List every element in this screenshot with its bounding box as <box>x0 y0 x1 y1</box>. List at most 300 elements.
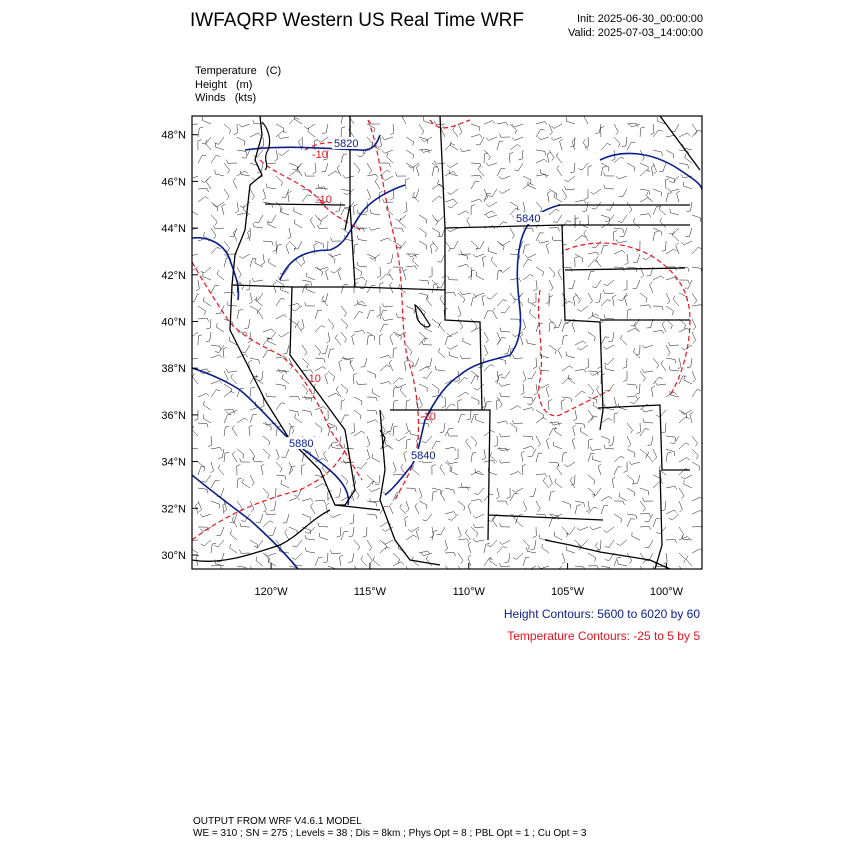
wind-barb <box>588 410 593 421</box>
wind-barb <box>458 211 469 215</box>
wind-barb <box>679 133 690 137</box>
wind-barb <box>579 163 589 170</box>
wind-barb <box>250 358 259 364</box>
wind-barb <box>217 527 224 535</box>
wind-barb <box>276 315 287 319</box>
wind-barb <box>538 137 549 140</box>
lat-tick-label: 32°N <box>161 503 186 516</box>
wind-barb <box>254 150 263 157</box>
wind-barb <box>445 428 453 436</box>
wind-barb <box>636 345 640 355</box>
wind-barb <box>453 126 458 137</box>
wind-barb <box>484 332 488 343</box>
wind-barb <box>529 488 536 497</box>
wind-barb <box>678 358 681 369</box>
wind-barb <box>367 285 376 293</box>
wind-barb <box>307 273 315 281</box>
wind-barb <box>666 293 670 304</box>
wind-barb <box>402 113 406 124</box>
wind-barb <box>232 425 237 436</box>
wind-barb <box>482 449 486 460</box>
wind-barb <box>679 553 685 563</box>
wind-barb <box>196 280 200 291</box>
wind-barb <box>588 293 593 304</box>
wind-barb <box>419 241 427 249</box>
wind-barb <box>467 410 472 420</box>
wind-barb <box>223 347 227 358</box>
wind-barb <box>263 241 273 246</box>
wind-barb <box>354 277 365 280</box>
wind-barb <box>397 241 406 248</box>
wind-barb <box>422 341 432 345</box>
wind-barb <box>512 137 523 140</box>
wind-barb <box>538 240 549 243</box>
wind-barb <box>315 241 324 248</box>
wind-barb <box>276 245 282 255</box>
wind-barb <box>575 540 581 550</box>
wind-barb <box>361 358 367 367</box>
wind-barb <box>671 124 679 132</box>
wind-barb <box>422 436 432 443</box>
wind-barb <box>226 369 237 373</box>
wind-barb <box>276 475 286 480</box>
wind-barb <box>536 129 545 137</box>
wind-barb <box>669 176 679 183</box>
wind-barb <box>419 501 427 509</box>
wind-barb <box>486 202 497 207</box>
temperature-contour <box>368 120 418 500</box>
lon-tick-label: 120°W <box>254 586 288 598</box>
wind-barb <box>618 560 627 566</box>
wind-barb <box>557 464 562 475</box>
wind-barb <box>252 278 263 282</box>
wind-barb <box>580 427 588 436</box>
wind-barb <box>625 295 628 306</box>
wind-barb <box>237 418 248 423</box>
wind-barb <box>487 540 497 547</box>
wind-barb <box>673 296 679 306</box>
wind-barb <box>488 189 497 197</box>
wind-barb <box>471 371 478 380</box>
wind-barb <box>669 366 679 371</box>
wind-barb <box>692 124 697 135</box>
wind-barb <box>217 270 224 280</box>
wind-barb <box>612 477 615 488</box>
lat-tick-label: 34°N <box>161 456 186 469</box>
wind-barb <box>279 150 290 156</box>
wind-barb <box>393 378 403 384</box>
wind-barb <box>650 282 654 293</box>
lon-tick-label: 100°W <box>649 586 683 598</box>
wind-barb <box>686 556 692 566</box>
wind-barb <box>484 189 488 200</box>
wind-barb <box>546 386 549 397</box>
wind-barb <box>202 137 211 144</box>
wind-barb <box>572 438 575 449</box>
wind-barb <box>666 249 677 254</box>
wind-barb <box>551 137 562 140</box>
wind-barb <box>419 332 426 342</box>
wind-barb <box>321 345 328 354</box>
wind-barb <box>601 223 612 228</box>
wind-barb <box>614 514 622 523</box>
wind-barb <box>471 199 482 202</box>
wind-barb <box>432 465 436 476</box>
wind-barb <box>619 493 627 501</box>
lat-tick-label: 44°N <box>161 223 186 236</box>
wind-barb <box>416 529 419 540</box>
wind-barb <box>426 296 432 306</box>
wind-barb <box>419 280 429 285</box>
wind-barb <box>237 310 243 319</box>
wind-barb <box>471 415 478 423</box>
wind-barb <box>282 375 289 385</box>
wind-barb <box>289 498 300 502</box>
wind-barb <box>315 326 325 332</box>
wind-barb <box>215 170 224 176</box>
wind-barb <box>188 444 198 449</box>
wind-barb <box>315 267 323 276</box>
wind-barb <box>341 285 348 293</box>
wind-barb <box>198 155 206 163</box>
wind-barb <box>275 150 278 161</box>
wind-barb <box>566 546 575 553</box>
wind-barb <box>536 418 547 424</box>
wind-barb <box>525 566 536 570</box>
wind-barb <box>633 348 640 358</box>
wind-barb <box>640 501 645 512</box>
wind-barb <box>211 345 221 350</box>
wind-barb <box>653 130 663 137</box>
wind-barb <box>301 319 304 330</box>
wind-barb <box>460 148 471 151</box>
map-frame <box>192 116 702 569</box>
wind-barb <box>226 160 237 164</box>
wind-barb <box>588 553 596 562</box>
wind-barb <box>640 305 651 309</box>
wind-barb <box>341 319 348 329</box>
wind-barb <box>276 384 286 390</box>
wind-barb <box>601 245 608 254</box>
wind-barb <box>357 236 367 242</box>
wind-barb <box>432 228 440 237</box>
wind-barb <box>532 293 536 303</box>
wind-barb <box>380 365 390 371</box>
wind-barb <box>588 271 595 280</box>
wind-barb <box>380 238 391 241</box>
wind-barb <box>549 492 555 502</box>
wind-barb <box>315 345 321 355</box>
wind-barb <box>297 321 302 332</box>
wind-barb <box>211 480 219 488</box>
wind-barb <box>458 566 464 576</box>
wind-barb <box>421 553 432 556</box>
wind-barb <box>390 503 394 514</box>
wind-barb <box>211 381 222 384</box>
wind-barb <box>679 443 689 449</box>
wind-barb <box>570 137 575 147</box>
wind-barb <box>588 371 598 375</box>
wind-barb <box>354 204 358 215</box>
wind-barb <box>341 384 348 394</box>
wind-barb <box>354 331 365 334</box>
wind-barb <box>206 332 211 342</box>
wind-barb <box>679 328 690 332</box>
wind-barb <box>556 153 562 163</box>
wind-barb <box>604 358 614 365</box>
wind-barb <box>278 135 289 138</box>
wind-barb <box>311 503 315 514</box>
wind-barb <box>432 441 440 449</box>
wind-barb <box>230 228 237 236</box>
wind-barb <box>471 499 482 502</box>
wind-barb <box>350 514 355 524</box>
wind-barb <box>198 335 202 345</box>
wind-barb <box>484 150 490 160</box>
wind-barb <box>661 423 666 433</box>
wind-barb <box>250 306 258 314</box>
wind-barb <box>592 241 601 248</box>
wind-barb <box>286 243 289 254</box>
wind-barb <box>240 550 251 554</box>
wind-barb <box>244 319 250 329</box>
wind-barb <box>393 228 403 232</box>
wind-barb <box>609 332 614 342</box>
wind-barb <box>651 386 654 397</box>
wind-barb <box>484 365 494 371</box>
wind-barb <box>268 220 276 228</box>
wind-barb <box>536 436 540 447</box>
wind-barb <box>315 310 322 319</box>
wind-barb <box>692 332 696 343</box>
wind-barb <box>666 345 670 356</box>
wind-barb <box>224 391 234 397</box>
wind-barb <box>604 280 614 286</box>
wind-barb <box>510 423 517 432</box>
wind-barb <box>627 514 637 519</box>
wind-barb <box>268 215 277 223</box>
wind-barb <box>666 193 672 202</box>
wind-barb <box>523 501 527 512</box>
wind-barb <box>198 423 208 428</box>
wind-barb <box>263 501 266 512</box>
wind-barb <box>375 178 380 189</box>
wind-barb <box>633 475 640 484</box>
wind-barb <box>692 449 698 459</box>
wind-barb <box>211 565 222 569</box>
wind-barb <box>564 462 575 467</box>
wind-barb <box>475 469 484 475</box>
wind-barb <box>354 397 362 405</box>
wind-barb <box>516 517 523 527</box>
wind-barb <box>679 376 687 384</box>
wind-barb <box>632 532 640 540</box>
lon-tick-label: 115°W <box>353 586 387 598</box>
wind-barb <box>406 137 414 146</box>
wind-barb <box>510 471 521 475</box>
wind-barb <box>230 514 237 523</box>
wind-barb <box>512 355 523 359</box>
wind-barb <box>522 319 525 330</box>
wind-barb <box>573 295 576 306</box>
wind-barb <box>539 535 549 540</box>
wind-barb <box>679 163 689 169</box>
wind-barb <box>588 488 595 498</box>
wind-barb <box>448 514 458 520</box>
wind-barb <box>510 228 515 239</box>
wind-barb <box>509 152 513 163</box>
wind-barb <box>499 447 510 450</box>
wind-barb <box>551 124 562 128</box>
wind-barb <box>476 241 484 249</box>
wind-barb <box>263 202 273 208</box>
wind-barb <box>468 503 471 514</box>
wind-barb <box>376 306 380 317</box>
wind-barb <box>659 163 666 172</box>
wind-barb <box>302 499 313 502</box>
wind-barb <box>218 465 224 475</box>
init-time: Init: 2025-06-30_00:00:00 <box>577 13 703 25</box>
wind-barb <box>499 176 510 179</box>
wind-barb <box>512 124 523 127</box>
wind-barb <box>406 439 411 449</box>
wind-barb <box>353 373 357 384</box>
wind-barb <box>521 451 524 462</box>
wind-barb <box>640 214 651 218</box>
wind-barb <box>315 215 321 225</box>
wind-barb <box>679 488 684 499</box>
wind-barb <box>692 526 703 530</box>
wind-barb <box>432 384 439 393</box>
wind-barb <box>289 410 299 416</box>
wind-barb <box>301 464 305 475</box>
wind-barb <box>679 417 689 423</box>
wind-barb <box>224 426 229 436</box>
wind-barb <box>367 553 372 564</box>
wind-barb <box>442 397 446 408</box>
wind-barb <box>640 566 646 577</box>
wind-barb <box>237 465 241 476</box>
wind-barb <box>629 461 640 464</box>
wind-barb <box>230 530 237 540</box>
wind-barb <box>510 145 521 151</box>
wind-barb <box>432 241 438 252</box>
wind-barb <box>393 332 401 340</box>
wind-barb <box>510 319 520 323</box>
wind-barb <box>302 285 310 293</box>
wind-barb <box>432 184 443 189</box>
wind-barb <box>681 241 692 245</box>
wind-barb <box>253 223 263 228</box>
wind-barb <box>575 391 585 397</box>
wind-barb <box>575 501 585 507</box>
wind-barb <box>328 171 339 176</box>
wind-barb <box>598 464 601 475</box>
wind-barb <box>692 215 701 222</box>
wind-barb <box>198 488 208 493</box>
wind-barb <box>396 172 407 176</box>
wind-barb <box>202 475 211 482</box>
wind-barb <box>373 556 380 566</box>
wind-barb <box>367 335 372 345</box>
wind-barb <box>231 374 237 384</box>
wind-barb <box>354 410 361 419</box>
wind-barb <box>500 523 510 527</box>
wind-barb <box>445 488 454 494</box>
wind-barb <box>605 365 614 371</box>
wind-barb <box>652 566 655 577</box>
wind-barb <box>492 516 497 527</box>
wind-barb <box>335 202 341 212</box>
wind-barb <box>380 163 390 167</box>
wind-barb <box>528 298 536 306</box>
wind-barb <box>445 144 455 151</box>
wind-barb <box>616 176 627 179</box>
wind-barb <box>692 293 697 304</box>
wind-barb <box>666 277 677 280</box>
wind-barb <box>466 438 471 449</box>
wind-barb <box>247 228 251 239</box>
wind-barb <box>640 163 648 171</box>
wind-barb <box>555 319 562 327</box>
temperature-contour <box>430 120 470 128</box>
wind-barb <box>445 566 452 575</box>
wind-barb <box>592 488 601 495</box>
wind-barb <box>661 360 666 371</box>
wind-barb <box>271 501 277 511</box>
wind-barb <box>497 332 501 343</box>
wind-barb <box>326 269 329 280</box>
wind-barb <box>423 514 433 521</box>
wind-barb <box>390 334 393 345</box>
wind-barb <box>198 306 206 315</box>
wind-barb <box>536 175 547 178</box>
wind-barb <box>510 278 521 281</box>
wind-barb <box>679 566 685 577</box>
wind-barb <box>223 503 227 514</box>
wind-barb <box>261 254 265 265</box>
wind-barb <box>558 269 562 280</box>
wind-barb <box>497 122 508 125</box>
wind-barb <box>692 267 702 272</box>
wind-barb <box>471 452 476 462</box>
wind-barb <box>499 383 510 386</box>
wind-barb <box>432 491 437 501</box>
wind-barb <box>299 139 303 150</box>
wind-barb <box>281 208 290 215</box>
wind-barb <box>562 527 568 537</box>
wind-barb <box>448 202 458 208</box>
wind-barb <box>627 123 638 127</box>
wind-barb <box>630 397 640 404</box>
wind-barb <box>618 215 627 222</box>
wind-barb <box>419 228 426 237</box>
wind-barb <box>380 324 388 332</box>
wind-barb <box>263 189 266 200</box>
wind-barb <box>584 230 588 241</box>
wind-barb <box>666 540 677 544</box>
wind-barb <box>488 247 497 254</box>
wind-barb <box>676 243 679 254</box>
lat-tick-label: 46°N <box>161 176 186 189</box>
wind-barb <box>254 540 263 547</box>
wind-barb <box>266 393 276 397</box>
wind-barb <box>419 384 427 392</box>
wind-barb <box>692 510 703 514</box>
wind-barb <box>476 416 484 423</box>
wind-barb <box>588 475 595 485</box>
wind-barb <box>426 556 432 567</box>
